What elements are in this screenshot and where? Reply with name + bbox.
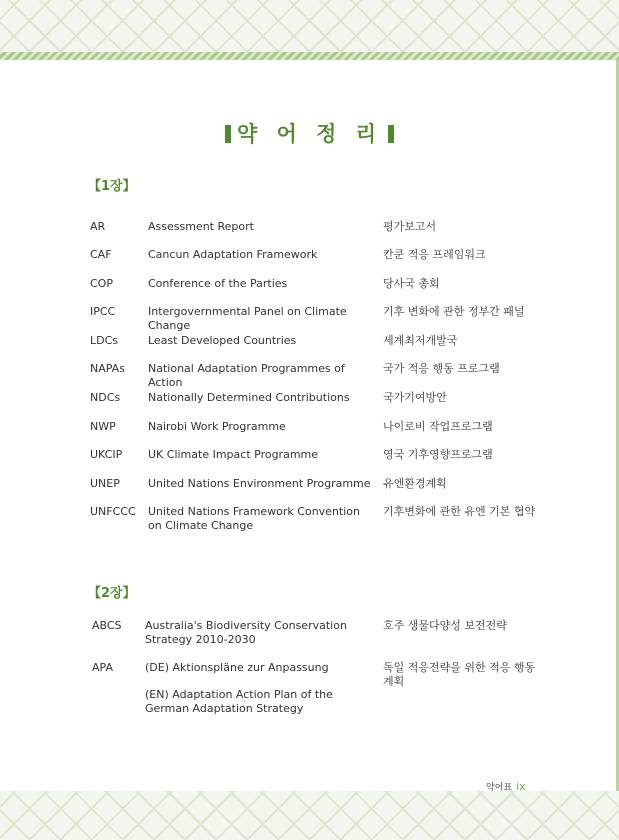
- abbreviation: NWP: [90, 420, 116, 433]
- title-bar-right: [388, 125, 394, 143]
- abbreviation: NDCs: [90, 391, 121, 404]
- abbreviation: IPCC: [90, 305, 116, 318]
- korean-name: 칸쿤 적응 프레임워크: [383, 248, 486, 261]
- korean-name: 영국 기후영향프로그램: [383, 448, 493, 461]
- page-title: [0, 118, 619, 148]
- korean-name: 나이로비 작업프로그램: [383, 420, 493, 433]
- top-pattern-band: [0, 0, 619, 52]
- full-name: Conference of the Parties: [148, 277, 288, 290]
- korean-name: 기후변화에 관한 유엔 기본 협약: [383, 505, 536, 518]
- abbreviation: UNEP: [90, 477, 120, 490]
- section-heading-1: 【1장】: [88, 179, 136, 194]
- top-stripe: [0, 52, 619, 60]
- full-name: Nationally Determined Contributions: [148, 391, 350, 404]
- page-number: ix: [516, 780, 526, 793]
- full-name: Least Developed Countries: [148, 334, 297, 347]
- full-name: Australia's Biodiversity Conservation Strategy 2010-2030: [145, 619, 347, 646]
- page-footer: [486, 780, 526, 793]
- abbreviation: AR: [90, 220, 106, 233]
- korean-name: 평가보고서: [383, 220, 437, 233]
- full-name: Assessment Report: [148, 220, 254, 233]
- full-name: Nairobi Work Programme: [148, 420, 286, 433]
- full-name: UK Climate Impact Programme: [148, 448, 319, 461]
- abbreviation: ABCS: [92, 619, 122, 632]
- korean-name: 국가 적응 행동 프로그램: [383, 362, 500, 375]
- full-name: Intergovernmental Panel on Climate Change: [148, 305, 347, 332]
- abbreviation: UKCIP: [90, 448, 123, 461]
- full-name: National Adaptation Programmes of Action: [148, 362, 345, 389]
- korean-name: 기후 변화에 관한 정부간 패널: [383, 305, 525, 318]
- korean-name: 당사국 총회: [383, 277, 440, 290]
- abbreviation: NAPAs: [90, 362, 125, 375]
- korean-name: 세계최저개발국: [383, 334, 458, 347]
- korean-name: 독일 적응전략을 위한 적응 행동계획: [383, 661, 536, 688]
- full-name-english: (EN) Adaptation Action Plan of the German Adaptation Strategy: [145, 688, 333, 715]
- title-bar-left: [225, 125, 231, 143]
- footer-label: 약어표: [486, 783, 513, 793]
- title-text: 약 어 정 리: [236, 122, 383, 146]
- korean-name: 호주 생물다양성 보전전략: [383, 619, 507, 632]
- abbreviation: COP: [90, 277, 113, 290]
- full-name: (DE) Aktionspläne zur Anpassung: [145, 661, 329, 674]
- full-name: United Nations Framework Convention on Climate Change: [148, 505, 360, 532]
- abbreviation: LDCs: [90, 334, 119, 347]
- korean-name: 유엔환경계획: [383, 477, 447, 490]
- full-name: Cancun Adaptation Framework: [148, 248, 318, 261]
- abbreviation: APA: [92, 661, 113, 674]
- abbreviation: CAF: [90, 248, 112, 261]
- section-heading-2: 【2장】: [88, 586, 136, 601]
- korean-name: 국가기여방안: [383, 391, 447, 404]
- abbreviation: UNFCCC: [90, 505, 136, 518]
- full-name: United Nations Environment Programme: [148, 477, 371, 490]
- bottom-pattern-band: [0, 791, 619, 840]
